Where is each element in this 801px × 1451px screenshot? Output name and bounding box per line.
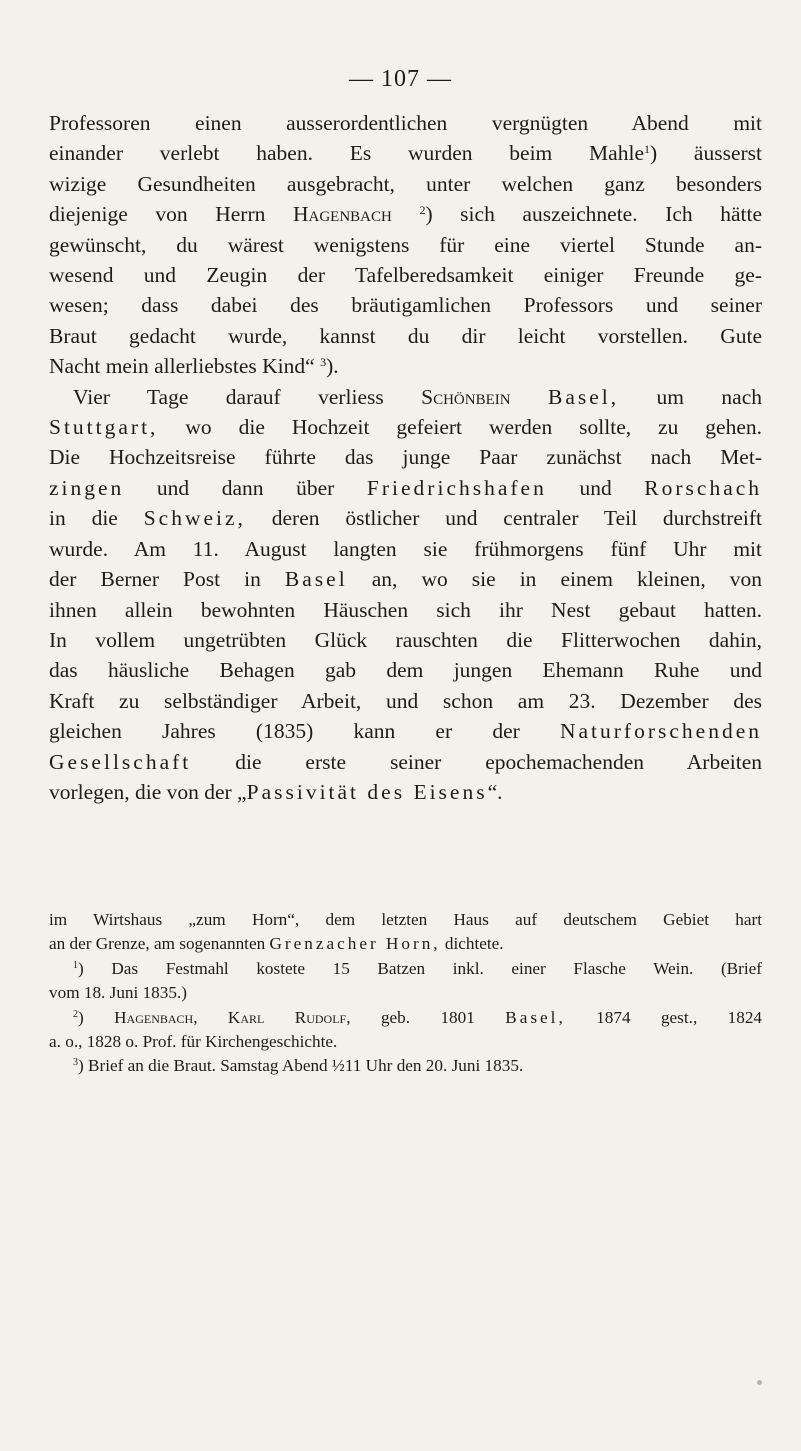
text-line: Die Hochzeitsreise führte das junge Paar zunächst nach Met- <box>49 445 762 470</box>
footnote-line: im Wirtshaus „zum Horn“, dem letzten Haus auf deutschem Gebiet hart <box>49 910 762 929</box>
paper-spot <box>757 1380 762 1385</box>
text-line: vorlegen, die von der „Passivität des Eisens“. <box>49 779 503 804</box>
footnote-1: $^1$) Das Festmahl kostete 15 Batzen inkl. einer Flasche Wein. (Brief <box>73 958 762 978</box>
text-line: Gesellschaft die erste seiner epochemachenden Arbeiten <box>49 749 762 774</box>
person-name: Schönbein <box>421 384 511 409</box>
text-line: Professoren einen ausserordentlichen vergnügten Abend mit <box>49 111 762 135</box>
text-line: einander verlebt haben. Es wurden beim Mahle$^1$) äusserst <box>49 141 762 166</box>
footnote-line: a. o., 1828 o. Prof. für Kirchengeschichte. <box>49 1032 338 1052</box>
page-number: — 107 — <box>349 66 452 92</box>
text-line: wizige Gesundheiten ausgebracht, unter welchen ganz besonders <box>49 171 762 196</box>
footnote-ref: 1 <box>643 142 650 157</box>
text-line: Nacht mein allerliebstes Kind“ $^3$). <box>49 354 339 379</box>
text-line: zingen und dann über Friedrichshafen und Rorschach <box>49 475 763 500</box>
text-line: Braut gedacht wurde, kannst du dir leicht vorstellen. Gute <box>49 323 762 348</box>
text-line: In vollem ungetrübten Glück rauschten die Flitterwochen dahin, <box>49 627 762 652</box>
footnote-ref: 2 <box>419 203 426 218</box>
footnotes <box>49 908 762 1079</box>
text-line: gewünscht, du wärest wenigstens für eine viertel Stunde an- <box>49 232 762 257</box>
person-name: Hagenbach <box>292 202 392 227</box>
text-line: in die Schweiz, deren östlicher und centraler Teil durchstreift <box>49 506 762 531</box>
text-line: Stuttgart, wo die Hochzeit gefeiert werden sollte, zu gehen. <box>49 415 762 440</box>
text-line: wurde. Am 11. August langten sie frühmorgens fünf Uhr mit <box>49 536 762 561</box>
footnote-3: $^3$) Brief an die Braut. Samstag Abend ½11 Uhr den 20. Juni 1835. <box>73 1056 524 1076</box>
text-line: ihnen allein bewohnten Häuschen sich ihr Nest gebaut hatten. <box>49 597 762 622</box>
text-line: der Berner Post in Basel an, wo sie in einem kleinen, von <box>49 567 762 592</box>
text-line: Kraft zu selbständiger Arbeit, und schon am 23. Dezember des <box>49 688 762 713</box>
footnote-ref: 3 <box>320 355 327 370</box>
text-line: wesen; dass dabei des bräutigamlichen Professors und seiner <box>49 293 762 318</box>
footnote-line: vom 18. Juni 1835.) <box>49 983 187 1003</box>
body-text <box>49 108 762 807</box>
footnote-line: an der Grenze, am sogenannten Grenzacher Horn, dichtete. <box>49 934 504 954</box>
text-line: diejenige von Herrn Hagenbach $^2$) sich auszeichnete. Ich hätte <box>49 202 763 227</box>
text-line: Vier Tage darauf verliess Schönbein Basel, um nach <box>73 384 762 409</box>
text-line: das häusliche Behagen gab dem jungen Ehemann Ruhe und <box>49 658 762 683</box>
text-line: wesend und Zeugin der Tafelberedsamkeit einiger Freunde ge- <box>49 263 762 288</box>
footnote-2: $^2$) Hagenbach, Karl Rudolf, geb. 1801 Basel, 1874 gest., 1824 <box>73 1007 763 1027</box>
text-line: gleichen Jahres (1835) kann er der Naturforschenden <box>49 719 763 744</box>
